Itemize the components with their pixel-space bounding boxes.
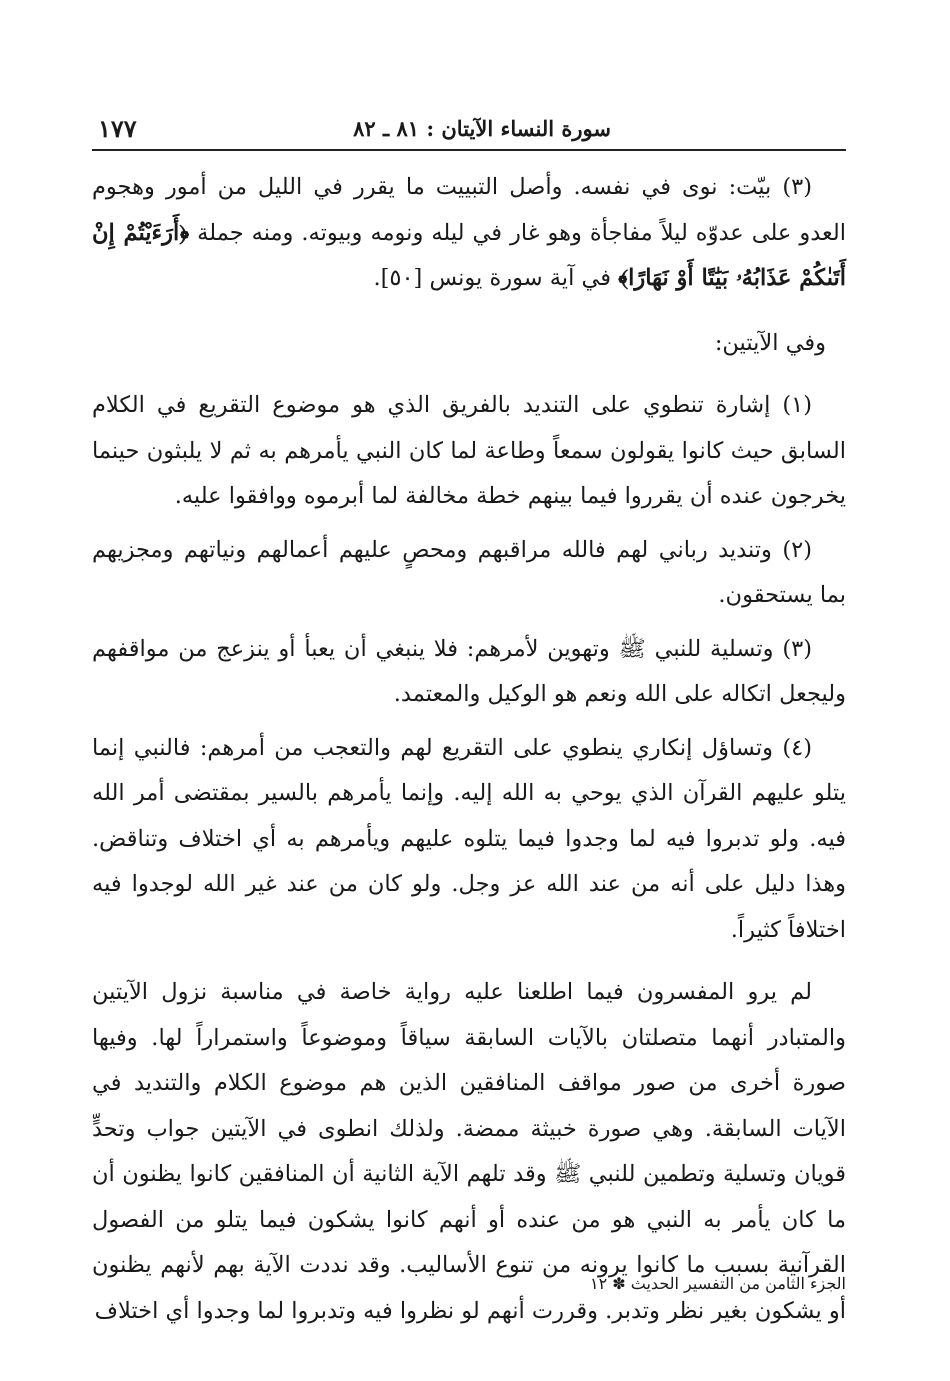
footnote-3-text-start: (٣) بيّت: نوى في نفسه. وأصل التبييت ما يقرر في الليل من أمور وهجوم العدو على عدوّه ليلاً مفاجأة وهو غار في ليله ونومه وبيوته. ومنه جملة [92,174,846,246]
point-1: (١) إشارة تنطوي على التنديد بالفريق الذي هو موضوع التقريع في الكلام السابق حيث كانوا يقولون سمعاً وطاعة لما كان النبي يأمرهم به ثم لا يلبثون حينما يخرجون عنده أن يقرروا فيما بينهم خطة مخالفة لما أبرموه ووافقوا عليه. [92,392,846,509]
section-intro: وفي الآيتين: [714,329,826,356]
point-2: (٢) وتنديد رباني لهم فالله مراقبهم ومحصٍ عليهم أعمالهم ونياتهم ومجزيهم بما يستحقون. [92,536,846,608]
page-number: ١٧٧ [98,114,137,143]
commentary-paragraph: لم يرو المفسرون فيما اطلعنا عليه رواية خاصة في مناسبة نزول الآيتين والمتبادر أنهما متصلتان بالآيات السابقة سياقاً وموضوعاً واستمراراً لها. وفيها صورة أخرى من صور مواقف المنافقين الذين هم موضوع الكلام والتنديد في الآيات السابقة. وهي صورة خبيثة ممضة. ولذلك انطوى في الآيتين جواب وتحدٍّ قويان وتسلية وتطمين للنبي ﷺ وقد تلهم الآية الثانية أن المنافقين كانوا يظنون أن ما كان يأمر به النبي هو من عنده أو أنهم كانوا يشكون فيما يتلو من الفصول القرآنية بسبب ما كانوا يرونه من تنوع الأساليب. وقد نددت الآية بهم لأنهم يظنون أو يشكون بغير نظر وتدبر. وقررت أنهم لو نظروا فيه وتدبروا لما وجدوا أي اختلاف [92,979,846,1324]
point-4: (٤) وتساؤل إنكاري ينطوي على التقريع لهم والتعجب من أمرهم: فالنبي إنما يتلو عليهم القرآن الذي يوحي به الله إليه. وإنما يأمرهم بالسير بمقتضى أمر الله فيه. ولو تدبروا فيه لما وجدوا فيما يتلوه عليهم ويأمرهم به أي اختلاف وتناقض. وهذا دليل على أنه من عند الله عز وجل. ولو كان من عند غير الله لوجدوا فيه اختلافاً كثيراً. [92,734,846,943]
running-title: سورة النساء الآيتان : ٨١ ـ ٨٢ [353,116,611,141]
book-page [92,0,846,1381]
footnote-3 [92,165,846,302]
page-header [92,112,846,146]
header-divider [92,149,846,151]
quran-quote: ﴿أَرَءَيْتُمْ إِنْ أَتَىٰكُمْ عَذَابُهُۥ بَيَٰتًا أَوْ نَهَارًا﴾ [92,219,846,291]
page-body [92,165,846,1334]
page-footer: الجزء الثامن من التفسير الحديث ✽ ١٢ [589,1274,846,1293]
footnote-3-text-end: في آية سورة يونس [٥٠]. [373,265,619,291]
point-3: (٣) وتسلية للنبي ﷺ وتهوين لأمرهم: فلا ينبغي أن يعبأ أو ينزعج من مواقفهم وليجعل اتكاله على الله ونعم هو الوكيل والمعتمد. [92,635,846,707]
